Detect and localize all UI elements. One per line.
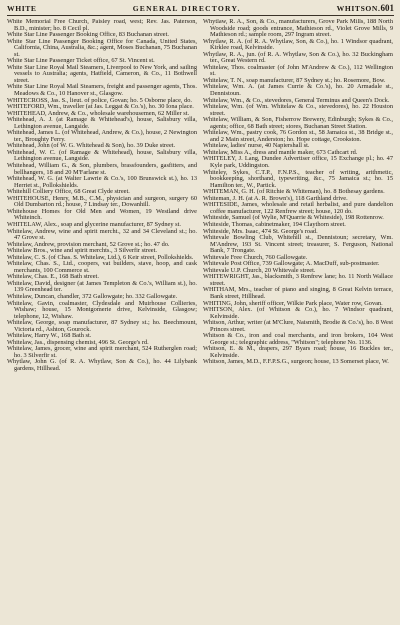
directory-entry: Whitehead, A. J. (at Ramage & Whitehead's), house, Salisbury villa, Lethington avenue, Langside. [7, 116, 197, 130]
directory-entry: Whitelaw, Wm. (of Wm. Whitelaw & Co., stevedores), ho. 22 Houston street. [203, 103, 393, 117]
directory-entry: Whitelaw, Miss A., dress and mantle maker, 673 Cathcart rd. [203, 148, 358, 156]
directory-entry: Whitehead, W. G. (at Walter Lawrie & Co.'s, 100 Brunswick st.), ho. 13 Herriet st., Pollokshields. [7, 175, 197, 189]
directory-entry: Whitehead, William G., & Son, plumbers, brassfounders, gasfitters, and bellhangers, 18 and 20 M'Farlane st. [7, 162, 197, 176]
directory-entry: Whitelaw, Wm. A. (at James Currie & Co.'s), ho. 20 Armadale st., Dennistoun. [203, 83, 393, 98]
directory-entry: Whitelaw, James, grocer, wine and spirit merchant, 524 Rutherglen road; ho. 3 Silverfir st. [7, 345, 197, 359]
directory-entry: WHITEMAN, G. H. (of Ritchie & Whiteman), ho. 8 Bothesay gardens. [203, 188, 385, 196]
directory-entry: WHITSON, Alex. (of Whitson & Co.), ho. 7 Windsor quadrant, Kelvinside. [203, 306, 393, 320]
right-column [203, 19, 393, 373]
directory-entry: Whitelaw, Duncan, chandler, 372 Gallowgate; ho. 332 Gallowgate. [7, 292, 178, 300]
directory-entry: Whitelaw, Andrew, wine and spirit mercht., 32 and 34 Cleveland st.; ho. 47 Grove st. [7, 227, 197, 242]
directory-entry: White Star Line Passenger Booking Office, 83 Buchanan street. [7, 31, 169, 39]
directory-entry: White Memorial Free Church, Paisley road, west; Rev. Jas. Paterson, B.D., minister; ho. 8 Cecil pl. [7, 19, 197, 32]
directory-entry: Whitelaw, Wm., & Co., stevedores, General Terminus and Queen's Dock. [203, 96, 390, 104]
directory-entry: Whitevale Bowling Club, Whitehill st., Dennistoun; secretary, Wm. M'Andrew, 193 St. Vincent street; treasurer, S. Ferguson, National Bank, 7 Trongate. [203, 234, 393, 255]
directory-entry: Whitelaw, Chas. S., Ltd., coopers, vat builders, stave, hoop, and cask merchants, 100 Commerce st. [7, 260, 197, 274]
directory-entry: WHITHAM, Mrs., teacher of piano and singing, 8 Great Kelvin terrace, Bank street, Hillhead. [203, 286, 393, 300]
directory-entry: Whytlaw, R. A., Son, & Co., manufacturers, Grove Park Mills, 188 North Woodside road; goods entrance, Mathieson rd., Violet Grove Mills, 9 Mathieson rd.; sample room, 297 Ingram street. [203, 19, 393, 39]
directory-entry: Whitelaw, Andrew, provision merchant, 52 Grove st.; ho. 47 do. [7, 240, 170, 248]
directory-entry: Whiteside, Samuel (of Wylie, M'Quarrie & Whiteside), 198 Rottenrow. [203, 214, 384, 222]
directory-entry: Whitson, E. & M., drapers, 297 Byars road; house, 16 Buckles ter., Kelvinside. [203, 345, 393, 359]
directory-entry: Whitelaw, Thos. coalmaster (of John M'Andrew & Co.), 112 Wellington st. [203, 63, 393, 78]
directory-entry: Whiteside, Mrs. Isaac, 474 St. George's road. [203, 227, 318, 235]
directory-entry: Whitelaw, T. N., soap manufacturer, 87 Sydney st.; ho. Rosemore, Bow. [203, 76, 386, 84]
directory-entry: Whiteside, Thomas, cabinetmaker, 194 Claythorn street. [203, 220, 346, 228]
directory-entry: White Star Line Royal Mail Steamers, Liverpool to New York, and sailing vessels to Australia; agents, Hatfield, Cameron, & Co., 11 Bothwell street. [7, 63, 197, 84]
directory-entry: Whitevale U.P. Church, 20 Whitevale street. [203, 266, 316, 274]
directory-entry: Whiteley, Sykes, C.T.P., F.N.P.S., teacher of writing, arithmetic, bookkeeping, shorthand, typewriting, &c., 75 Jamaica st.; ho. 15 Hamilton ter., W., Partick. [203, 168, 393, 189]
header-left: WHITE [7, 4, 37, 13]
left-column [7, 19, 197, 373]
directory-entry: Whitson, James, M.D., F.F.P.S.G., surgeon; house, 13 Somerset place, W. [203, 358, 389, 366]
directory-entry: Whitelaw, C. S. (of Chas. S. Whitelaw, Ltd.), 6 Keir street, Pollokshields. [7, 253, 194, 261]
directory-entry: Whitson & Co., iron and coal merchants, and iron brokers, 104 West George st.; telegraphic address, "Whitson"; telephone No. 1136. [203, 332, 393, 346]
directory-entry: White Star Line Passenger Booking Office for Canada, United States, California, China, Australia, &c.; agent, Moses Buchanan, 75 Buchanan st. [7, 37, 197, 58]
directory-entry: WHITELEY, J. Lang, Dundee Advertiser office, 15 Exchange pl.; ho. 47 Kyle park, Uddingston. [203, 155, 393, 170]
directory-entry: Whitevale Post Office, 739 Gallowgate; A. MacDuff, sub-postmaster. [203, 260, 380, 268]
directory-entry: Whitelaw Bros., wine and spirit merchts., 3 Silverfir street. [7, 247, 157, 255]
directory-entry: Whitelaw, Wm., pastry cook, 76 Gordon st., 58 Jamaica st., 38 Bridge st., and 2 Main street, Anderston; ho. Hope cottage, Crookston. [203, 129, 393, 143]
directory-entry: Whitehead, John (of W. G. Whitehead & Son), ho. 39 Duke street. [7, 142, 176, 150]
directory-entry: Whitehead, W. C. (of Ramage & Whitehead), house, Salisbury villa, Lethington avenue, Langside. [7, 148, 197, 163]
header-right: WHITSON. [336, 4, 381, 13]
directory-entry: Whitehead, James L. (of Whitehead, Andrew, & Co.), house, 2 Newington ter., Broughty Ferry. [7, 129, 197, 143]
header-center: GENERAL DIRECTORY. [132, 4, 241, 13]
directory-entry: WHITECROSS, Jas. S., lieut. of police, Govan; ho. 5 Osborne place, do. [7, 96, 193, 104]
directory-entry: Whitelaw, Chas. E., 168 Bath street. [7, 273, 99, 281]
directory-entry: Whitehouse Homes for Old Men and Women, 19 Westland drive Whiteinch. [7, 207, 197, 222]
directory-entry: Whitevale Free Church, 760 Gallowgate. [203, 253, 308, 261]
directory-entry: Whytlaw, R. A. (of R. A. Whytlaw, Son, & Co.), ho. 1 Windsor quadrant, Kirklee road, Kelvinside. [203, 37, 393, 52]
directory-entry: White Star Line Passenger Ticket office, 67 St. Vincent st. [7, 57, 155, 65]
directory-entry: Whytlaw, John G. (of R. A. Whytlaw, Son & Co.), ho. 44 Lilybank gardens, Hillhead. [7, 358, 197, 372]
directory-entry: WHITEHEAD, Andrew, & Co., wholesale warehousemen, 62 Miller st. [7, 109, 190, 117]
directory-entry: WHITEHOUSE, Henry, M.B., C.M., physician and surgeon, surgery 60 Old Dumbarton rd.; house, 7 Lindsay ter., Dowanhill. [7, 194, 197, 209]
directory-columns [7, 19, 394, 373]
directory-entry: WHITESIDE, James, wholesale and retail herbalist, and pure dandelion coffee manufacturer, 122 Renfrew street; house, 120 do. [203, 201, 393, 215]
running-header [7, 3, 394, 16]
directory-entry: WHITEFORD, Wm., traveller (at Jas. Leggat & Co.'s), ho. 30 Iona place. [7, 103, 194, 111]
directory-entry: Whitelaw, David, designer (at James Templeton & Co.'s, William st.), ho. 139 Greenhead ter. [7, 279, 197, 294]
directory-entry: Whitelaw, William, & Son, Fisherrow Brewery, Edinburgh; Sykes & Co., agents; office, 68 Bath street; stores, Buchanan Street Station. [203, 116, 393, 130]
directory-entry: Whitelaw, Jas., dispensing chemist, 496 St. George's rd. [7, 338, 149, 346]
directory-entry: Whitelaw, ladies' nurse, 40 Napiershall st. [203, 142, 310, 150]
directory-entry: WHITELAW, Alex., soap and glycerine manufacturer, 87 Sydney st. [7, 220, 181, 228]
directory-entry: Whitelaw, Gavin, coalmaster, Clydesdale and Muirhouse Collieries, Wishaw; house, 15 Montgomerie drive, Kelvinside, Glasgow; telephone, 12, Wishaw. [7, 299, 197, 320]
directory-entry: WHITING, John, sheriff officer, Wilkie Park place, Water row, Govan. [203, 299, 383, 307]
page-number: 601 [380, 3, 394, 13]
directory-entry: Whitehill Colliery Office, 68 Great Clyde street. [7, 188, 130, 196]
directory-entry: Whytlaw, R. A., jun. (of R. A. Whytlaw, Son & Co.), ho. 32 Buckingham ter., Great Western rd. [203, 50, 393, 65]
directory-entry: WHITEWRIGHT, Jas., blacksmith, 3 Renfrew lane; ho. 11 North Wallace street. [203, 273, 393, 287]
directory-entry: Whitelaw, George, soap manufacturer, 87 Sydney st.; ho. Beechmount, Victoria rd., Ashton, Gourock. [7, 319, 197, 333]
directory-entry: Whiteman, J. H. (at A. R. Brown's), 118 Garthland drive. [203, 194, 348, 202]
directory-entry: Whitson, Arthur, writer (at M'Clure, Naismith, Brodie & Co.'s), ho. 8 West Princes street. [203, 319, 393, 333]
directory-entry: White Star Line Royal Mail Steamers, freight and passenger agents, Thos. Meadows & Co., 10 Hanover st., Glasgow. [7, 83, 197, 98]
directory-entry: Whitelaw, Harry W., 168 Bath st. [7, 332, 92, 340]
